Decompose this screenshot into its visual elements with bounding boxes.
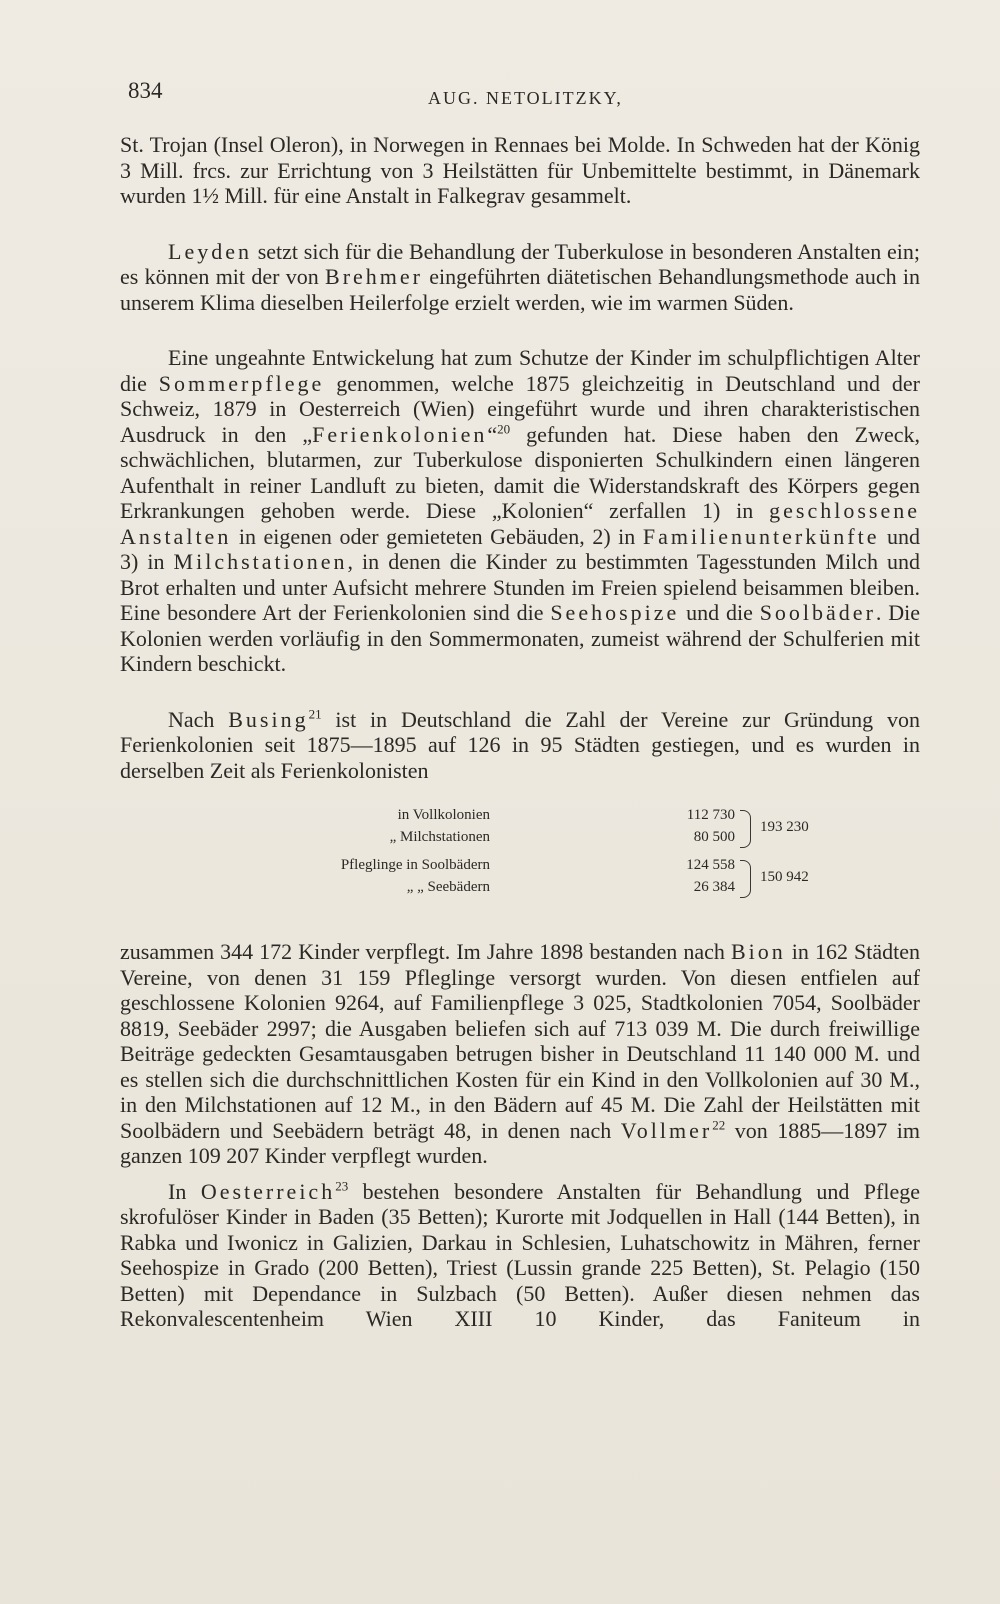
paragraph-6 <box>120 1179 920 1332</box>
paragraph-1 <box>120 132 920 209</box>
term-ferienkolonien: Ferienkolonien <box>312 421 488 447</box>
paragraph-5-text-e: von 1885—1897 im ganzen 109 207 Kinder verpflegt wurden. <box>120 1117 920 1168</box>
paragraph-4 <box>120 707 920 784</box>
brace-icon <box>740 860 751 898</box>
term-soolbaeder: Soolbäder <box>759 600 876 625</box>
footnote-ref-20: 20 <box>497 421 511 437</box>
brace-icon <box>740 810 751 848</box>
paragraph-2 <box>120 239 920 316</box>
paragraph-5-text-c: in 162 Städten Vereine, von denen 31 159 Pfleglinge versorgt wurden. Von diesen entfielen auf geschlossene Kolonien 9264, auf Familienpflege 3 025, Stadtkolonien 7054, Soolbäder 8819, Seebäder 2997; die Ausgaben beliefen sich auf 713 039 M. Die durch freiwillige Beiträge gedeckten Gesamtausgaben betrugen bisher in Deutschland 11 140 000 M. und es stellen sich die durchschnittlichen Kosten für ein Kind in den Vollkolonien auf 30 M., in den Milchstationen auf 12 M., in den Bädern auf 45 M. Die Zahl der Heilstätten mit Soolbädern und Seebädern beträgt 48, in denen nach <box>120 939 920 1143</box>
author-leyden: Leyden <box>168 238 252 264</box>
table-value: 80 500 <box>693 829 735 845</box>
term-geschlossene-anstalten: geschlossene Anstalten <box>120 498 920 549</box>
paragraph-4-text-a: Nach <box>168 706 229 732</box>
page-number: 834 <box>128 78 163 103</box>
footnote-ref-23: 23 <box>335 1178 349 1194</box>
footnote-ref-21: 21 <box>308 706 322 722</box>
table-total: 193 230 <box>760 819 809 835</box>
term-sommerpflege: Sommerpflege <box>158 370 325 396</box>
table-label: Pfleglinge in Soolbädern <box>340 857 490 873</box>
author-busing: Busing <box>228 706 309 732</box>
paragraph-3-text-p: . Die Kolonien werden vorläufig in den Sommermonaten, zumeist während der Schulferien mit Kindern beschickt. <box>120 600 920 676</box>
running-head: AUG. NETOLITZKY, <box>428 88 623 108</box>
paragraph-3-text-c: genommen, welche 1875 gleichzeitig in Deutschland und der Schweiz, 1879 in Oesterreich (Wien) eingeführt wurde und ihren charakteristischen Ausdruck in den „ <box>120 370 920 447</box>
paragraph-3-text-a: Eine ungeahnte Entwickelung hat zum Schutze der Kinder im schulpflichtigen Alter die <box>120 345 920 396</box>
table-value: 26 384 <box>693 879 735 895</box>
page-header <box>128 78 900 114</box>
footnote-ref-22: 22 <box>712 1117 726 1133</box>
paragraph-3-text-n: und die <box>679 600 760 625</box>
table-label: in Vollkolonien <box>397 807 490 823</box>
author-brehmer: Brehmer <box>325 264 423 289</box>
paragraph-3 <box>120 345 920 677</box>
table-label: „ „ Seebädern <box>406 879 490 895</box>
paragraph-1-text: St. Trojan (Insel Oleron), in Norwegen in Rennaes bei Molde. In Schweden hat der König 3 Mill. frcs. zur Errichtung von 3 Heilstätten für Unbemittelte bestimmt, in Dänemark wurden 1½ Mill. für eine Anstalt in Falkegrav gesammelt. <box>120 132 920 208</box>
term-familienunterkuenfte: Familienunterkünfte <box>642 523 880 549</box>
term-seehospize: Seehospize <box>550 600 680 625</box>
colonist-table <box>120 807 920 927</box>
paragraph-3-text-f: gefunden hat. Diese haben den Zweck, schwächlichen, blutarmen, zur Tuberkulose disponierten Schulkindern einen längeren Aufenthalt in reiner Landluft zu bieten, damit die Widerstandskraft des Körpers gegen Erkrankungen gehoben werde. Diese „Kolonien“ zerfallen 1) in <box>120 421 920 523</box>
paragraph-6-text-a: In <box>168 1178 201 1204</box>
table-label: „ Milchstationen <box>389 829 490 845</box>
paragraph-3-text-h: in eigenen oder gemieteten Gebäuden, 2) in <box>231 523 643 549</box>
author-bion: Bion <box>730 939 786 964</box>
table-value: 124 558 <box>686 857 735 873</box>
paragraph-4-text-c: ist in Deutschland die Zahl der Vereine zur Gründung von Ferienkolonien seit 1875—1895 auf 126 in 95 Städten gestiegen, und es wurden in derselben Zeit als Ferienkolonisten <box>120 706 920 783</box>
table-total: 150 942 <box>760 869 809 885</box>
closing-quote: “ <box>487 421 498 447</box>
table-value: 112 730 <box>686 807 735 823</box>
paragraph-6-text-c: bestehen besondere Anstalten für Behandlung und Pflege skrofulöser Kinder in Baden (35 Betten); Kurorte mit Jodquellen in Hall (144 Betten), in Rabka und Iwonicz in Galizien, Darkau in Schlesien, Luhatschowitz in Mähren, ferner Seehospize in Grado (200 Betten), Triest (Lussin grande 225 Betten), St. Pelagio (150 Betten) mit Dependance in Sulzbach (50 Betten). Außer diesen nehmen das Rekonvalescentenheim Wien XIII 10 Kinder, das Faniteum in <box>120 1178 921 1331</box>
paragraph-5-text-a: zusammen 344 172 Kinder verpflegt. Im Jahre 1898 bestanden nach <box>120 939 731 964</box>
term-milchstationen: Milchstationen <box>173 549 348 574</box>
paragraph-2-text-a: setzt sich für die Behandlung der Tuberkulose in besonderen Anstalten ein; es können mit der von <box>120 238 920 289</box>
paragraph-5 <box>120 939 920 1169</box>
paragraph-2-text-b: eingeführten diätetischen Behandlungsmethode auch in unserem Klima dieselben Heilerfolge erzielt werden, wie im warmen Süden. <box>120 264 920 315</box>
paragraph-3-text-j: und 3) in <box>120 523 921 574</box>
page-body <box>120 132 920 1332</box>
country-oesterreich: Oesterreich <box>200 1178 336 1204</box>
author-vollmer: Vollmer <box>620 1117 713 1143</box>
paragraph-3-text-l: , in denen die Kinder zu bestimmten Tagesstunden Milch und Brot erhalten und unter Aufsicht mehrere Stunden im Freien spielend beisammen bleiben. Eine besondere Art der Ferienkolonien sind die <box>120 549 920 625</box>
